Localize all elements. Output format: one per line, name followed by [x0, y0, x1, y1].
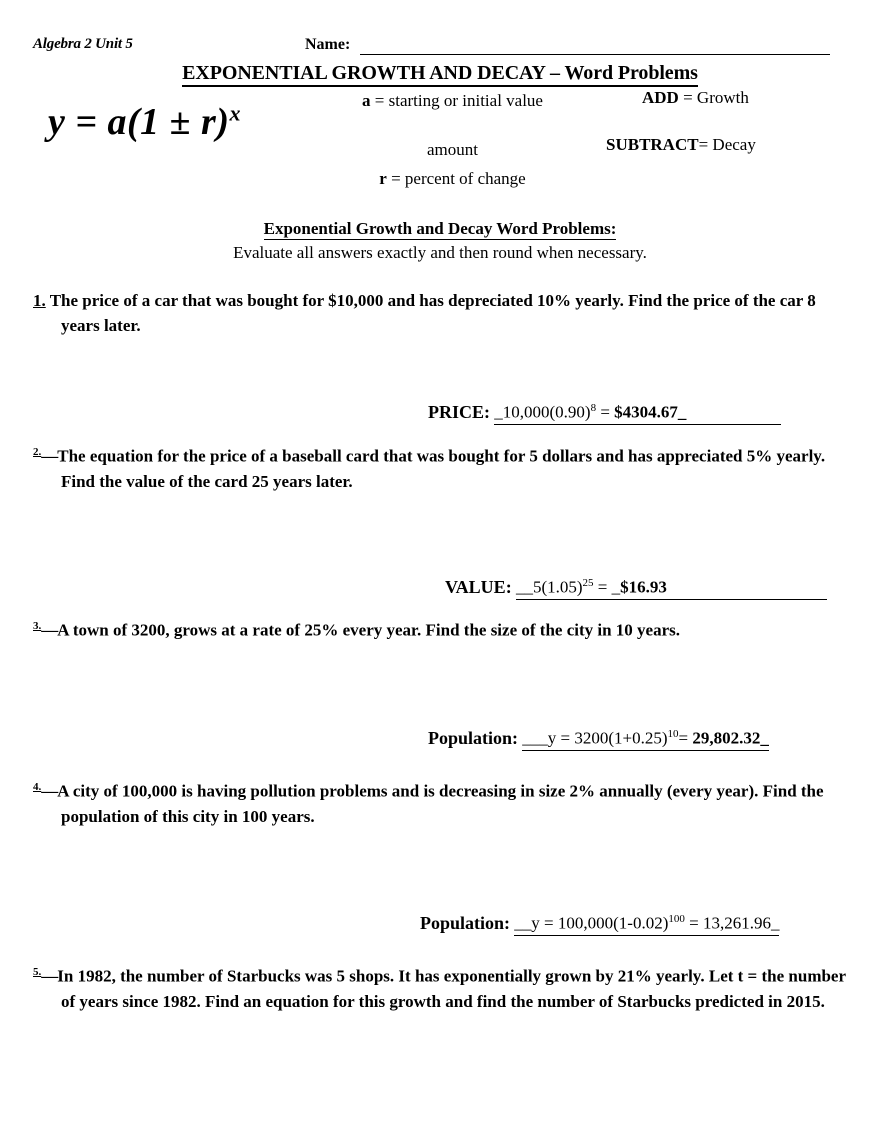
- answer-3-field[interactable]: [522, 728, 769, 751]
- legend-subtract-keyword: SUBTRACT: [606, 135, 699, 154]
- answer-3-exponent: 10: [667, 728, 679, 741]
- section-subheading: Evaluate all answers exactly and then round when necessary.: [233, 243, 647, 262]
- answer-line-3: [428, 728, 769, 751]
- definition-amount-text: amount: [427, 140, 478, 159]
- formula-exponent: x: [229, 100, 241, 126]
- answer-2-exponent: 25: [582, 577, 594, 590]
- definition-a-continuation: [310, 140, 595, 160]
- definition-r-symbol: r: [379, 169, 387, 188]
- problem-2-number: 2.: [33, 446, 42, 458]
- header: [0, 36, 880, 60]
- page-title: [0, 62, 880, 85]
- main-formula: [48, 100, 241, 144]
- problem-4-number: 4.: [33, 781, 42, 793]
- formula-close-paren: ): [216, 101, 230, 143]
- formula-open-paren: (1 ±: [127, 101, 202, 143]
- problem-1: [33, 288, 848, 338]
- problem-2: [33, 440, 848, 494]
- course-label: Algebra 2 Unit 5: [33, 36, 133, 52]
- answer-2-value: $16.93: [620, 578, 667, 597]
- answer-line-1: [428, 402, 781, 425]
- problem-5: [33, 960, 848, 1014]
- legend-subtract-row: [600, 135, 880, 155]
- answer-1-field[interactable]: [494, 402, 781, 425]
- growth-decay-legend: [600, 88, 880, 155]
- problem-5-dash: —: [41, 966, 58, 986]
- answer-4-exponent: 100: [668, 913, 685, 926]
- problem-2-text: The equation for the price of a baseball card that was bought for 5 dollars and has appreciated 5% yearly. Find the value of the card 25 years later.: [57, 446, 826, 491]
- formula-block: [0, 88, 880, 188]
- definition-a-symbol: a: [362, 91, 371, 110]
- answer-4-field[interactable]: [514, 913, 779, 936]
- legend-add-keyword: ADD: [642, 88, 679, 107]
- problem-5-text: In 1982, the number of Starbucks was 5 shops. It has exponentially grown by 21% yearly. Let t = the number of years since 1982. Find an equation for this growth and find the number of Starbucks predicted in 2015.: [57, 966, 846, 1011]
- answer-4-value: 13,261.96: [702, 914, 771, 933]
- answer-1-exponent: 8: [590, 402, 597, 415]
- definition-r: [310, 166, 595, 192]
- definition-r-text: = percent of change: [386, 169, 526, 188]
- answer-4-label: Population:: [420, 913, 511, 933]
- answer-line-2: [445, 577, 827, 600]
- answer-3-suffix: _: [760, 729, 769, 748]
- problem-1-number: 1.: [33, 291, 46, 310]
- answer-3-equals: =: [678, 729, 693, 748]
- answer-3-label: Population:: [428, 728, 519, 748]
- answer-1-expression: _10,000(0.90): [494, 403, 591, 422]
- formula-r: r: [201, 101, 217, 143]
- answer-3-expression: ___y = 3200(1+0.25): [522, 729, 668, 748]
- problem-2-dash: —: [41, 446, 58, 466]
- problem-1-text: The price of a car that was bought for $10,000 and has depreciated 10% yearly. Find the price of the car 8 years later.: [49, 291, 816, 335]
- answer-1-suffix: _: [677, 403, 687, 422]
- definition-a-text: = starting or initial value: [370, 91, 543, 110]
- problem-4-text: A city of 100,000 is having pollution problems and is decreasing in size 2% annually (every year). Find the population of this city in 100 years.: [57, 781, 824, 826]
- answer-1-value: $4304.67: [614, 403, 678, 422]
- section-heading-text: Exponential Growth and Decay Word Problems:: [263, 219, 617, 238]
- answer-2-expression: __5(1.05): [515, 578, 583, 597]
- problem-5-number: 5.: [33, 966, 42, 978]
- problem-3-text: A town of 3200, grows at a rate of 25% every year. Find the size of the city in 10 years.: [57, 620, 681, 640]
- answer-1-equals: =: [596, 403, 615, 422]
- legend-add-row: [600, 88, 880, 108]
- formula-y: y: [48, 101, 66, 143]
- problem-4: [33, 775, 848, 829]
- name-label: Name:: [305, 36, 351, 53]
- answer-1-label: PRICE:: [428, 402, 490, 422]
- answer-line-4: [420, 913, 779, 936]
- page-title-text: EXPONENTIAL GROWTH AND DECAY – Word Problems: [182, 62, 698, 87]
- answer-4-expression: __y = 100,000(1-0.02): [514, 914, 669, 933]
- name-input-line[interactable]: [360, 54, 830, 55]
- problem-3: [33, 614, 848, 643]
- legend-add-text: = Growth: [678, 88, 749, 107]
- answer-4-suffix: _: [770, 914, 780, 933]
- problem-3-number: 3.: [33, 620, 42, 632]
- problem-4-dash: —: [41, 781, 58, 801]
- answer-2-label: VALUE:: [445, 577, 512, 597]
- formula-equals: =: [65, 101, 108, 143]
- section-heading: [0, 219, 880, 239]
- formula-a: a: [107, 101, 128, 143]
- legend-subtract-text: = Decay: [698, 135, 756, 154]
- answer-4-equals: =: [684, 914, 703, 933]
- answer-2-field[interactable]: [516, 577, 827, 600]
- problem-3-dash: —: [41, 620, 58, 640]
- answer-3-value: 29,802.32: [692, 729, 761, 748]
- answer-2-equals: = _: [593, 578, 621, 597]
- variable-definitions: [310, 88, 595, 114]
